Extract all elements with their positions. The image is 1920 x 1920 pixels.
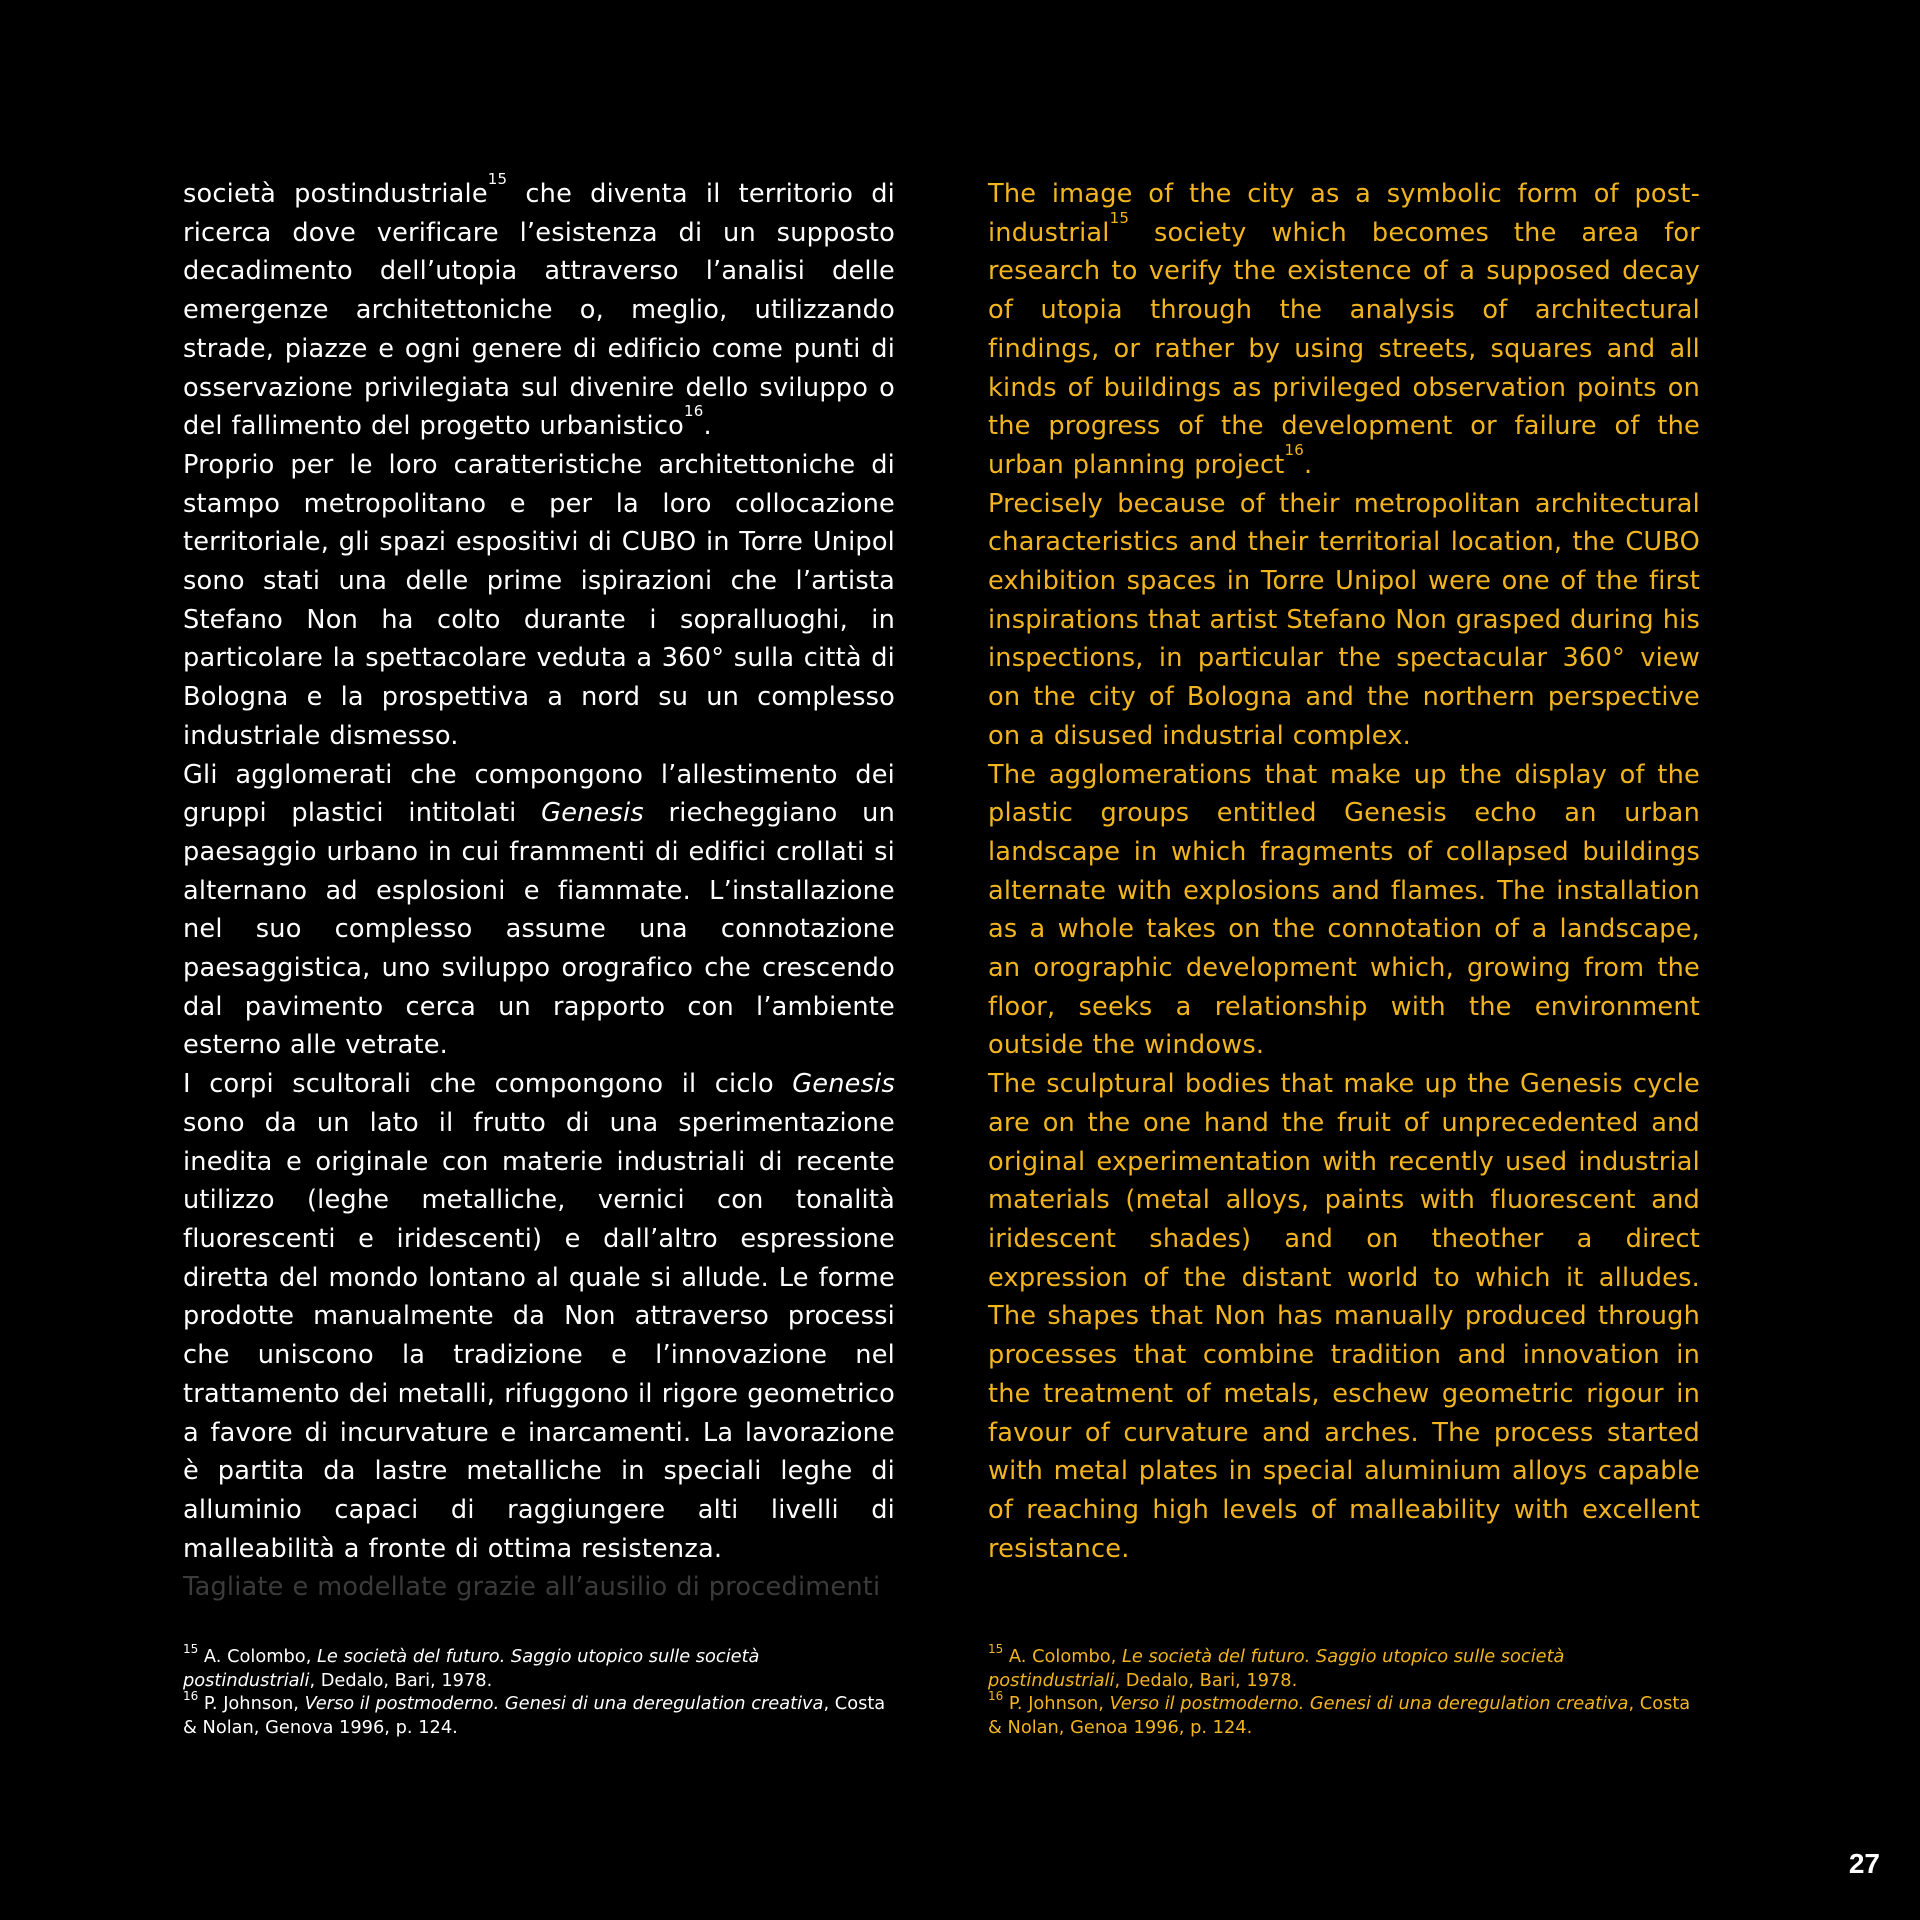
footnote-15: $^{15}$ A. Colombo, Le società del futuro. Saggio utopico sulle società postindustriali, Dedalo, Bari, 1978. — [988, 1642, 1565, 1691]
italian-paragraph-3: Gli agglomerati che compongono l’allestimento dei gruppi plastici intitolati Genesis riecheggiano un paesaggio urbano in cui frammenti di edifici crollati si alternano ad esplosioni e fiammate. L’installazione nel suo complesso assume una connotazione paesaggistica, uno sviluppo orografico che crescendo dal pavimento cerca un rapporto con l’ambiente esterno alle vetrate. — [183, 759, 896, 1061]
english-text-column — [988, 175, 1700, 1568]
italian-paragraph-2: Proprio per le loro caratteristiche architettoniche di stampo metropolitano e per la loro collocazione territoriale, gli spazi espositivi di CUBO in Torre Unipol sono stati una delle prime ispirazioni che l’artista Stefano Non ha colto durante i sopralluoghi, in particolare la spettacolare veduta a 360° sulla città di Bologna e la prospettiva a nord su un complesso industriale dismesso. — [183, 449, 895, 751]
genesis-title: Genesis — [792, 1069, 895, 1100]
footnote-16: $^{16}$ P. Johnson, Verso il postmoderno. Genesi di una deregulation creativa, Costa & Nolan, Genova 1996, p. 124. — [183, 1689, 886, 1738]
english-paragraph-4: The sculptural bodies that make up the Genesis cycle are on the one hand the fruit of unprecedented and original experimentation with recently used industrial materials (metal alloys, paints with fluorescent and iridescent shades) and on theother a direct expression of the distant world to which it alludes. The shapes that Non has manually produced through processes that combine tradition and innovation in the treatment of metals, eschew geometric rigour in favour of curvature and arches. The process started with metal plates in special aluminium alloys capable of reaching high levels of malleability with excellent resistance. — [988, 1069, 1700, 1564]
italian-text-column — [183, 170, 896, 1607]
footnote-ref-16: 16 — [1284, 440, 1304, 459]
footnote-15: $^{15}$ A. Colombo, Le società del futuro. Saggio utopico sulle società postindustriali, Dedalo, Bari, 1978. — [183, 1642, 760, 1691]
italian-paragraph-4: I corpi scultorali che compongono il ciclo Genesis sono da un lato il frutto di una sperimentazione inedita e originale con materie industriali di recente utilizzo (leghe metalliche, vernici con tonalità fluorescenti e iridescenti) e dall’altro espressione diretta del mondo lontano al quale si allude. Le forme prodotte manualmente da Non attraverso processi che uniscono la tradizione e l’innovazione nel trattamento dei metalli, rifuggono il rigore geometrico a favore di incurvature e inarcamenti. La lavorazione è partita da lastre metalliche in speciali leghe di alluminio capaci di raggiungere alti livelli di malleabilità a fronte di ottima resistenza. — [183, 1069, 895, 1564]
footnote-ref-15: 15 — [1109, 208, 1130, 227]
english-paragraph-2: Precisely because of their metropolitan architectural characteristics and their territorial location, the CUBO exhibition spaces in Torre Unipol were one of the first inspirations that artist Stefano Non grasped during his inspections, in particular the spectacular 360° view on the city of Bologna and the northern perspective on a disused industrial complex. — [988, 488, 1700, 751]
italian-paragraph-faded: Tagliate e modellate grazie all’ausilio di procedimenti — [183, 1572, 881, 1603]
footnote-ref-15: 15 — [487, 170, 508, 188]
genesis-title: Genesis — [541, 798, 644, 829]
footnote-16: $^{16}$ P. Johnson, Verso il postmoderno. Genesi di una deregulation creativa, Costa & Nolan, Genoa 1996, p. 124. — [988, 1689, 1691, 1738]
english-footnotes — [988, 1642, 1700, 1739]
page-number: 27 — [1848, 1848, 1880, 1879]
footnote-ref-16: 16 — [683, 402, 704, 421]
italian-footnotes — [183, 1642, 895, 1739]
english-paragraph-3: The agglomerations that make up the display of the plastic groups entitled Genesis echo an urban landscape in which fragments of collapsed buildings alternate with explosions and flames. The installation as a whole takes on the connotation of a landscape, an orographic development which, growing from the floor, seeks a relationship with the environment outside the windows. — [988, 759, 1700, 1061]
english-paragraph-1: The image of the city as a symbolic form of post-industrial$^{15}$ society which becomes the area for research to verify the existence of a supposed decay of utopia through the analysis of architectural findings, or rather by using streets, squares and all kinds of buildings as privileged observation points on the progress of the development or failure of the urban planning project$^{16}$. — [988, 179, 1700, 480]
italian-paragraph-1: società postindustriale$^{15}$ che diventa il territorio di ricerca dove verificare l’esistenza di un supposto decadimento dell’utopia attraverso l’analisi delle emergenze architettoniche o, meglio, utilizzando strade, piazze e ogni genere di edificio come punti di osservazione privilegiata sul divenire dello sviluppo o del fallimento del progetto urbanistico$^{16}$. — [183, 170, 895, 442]
